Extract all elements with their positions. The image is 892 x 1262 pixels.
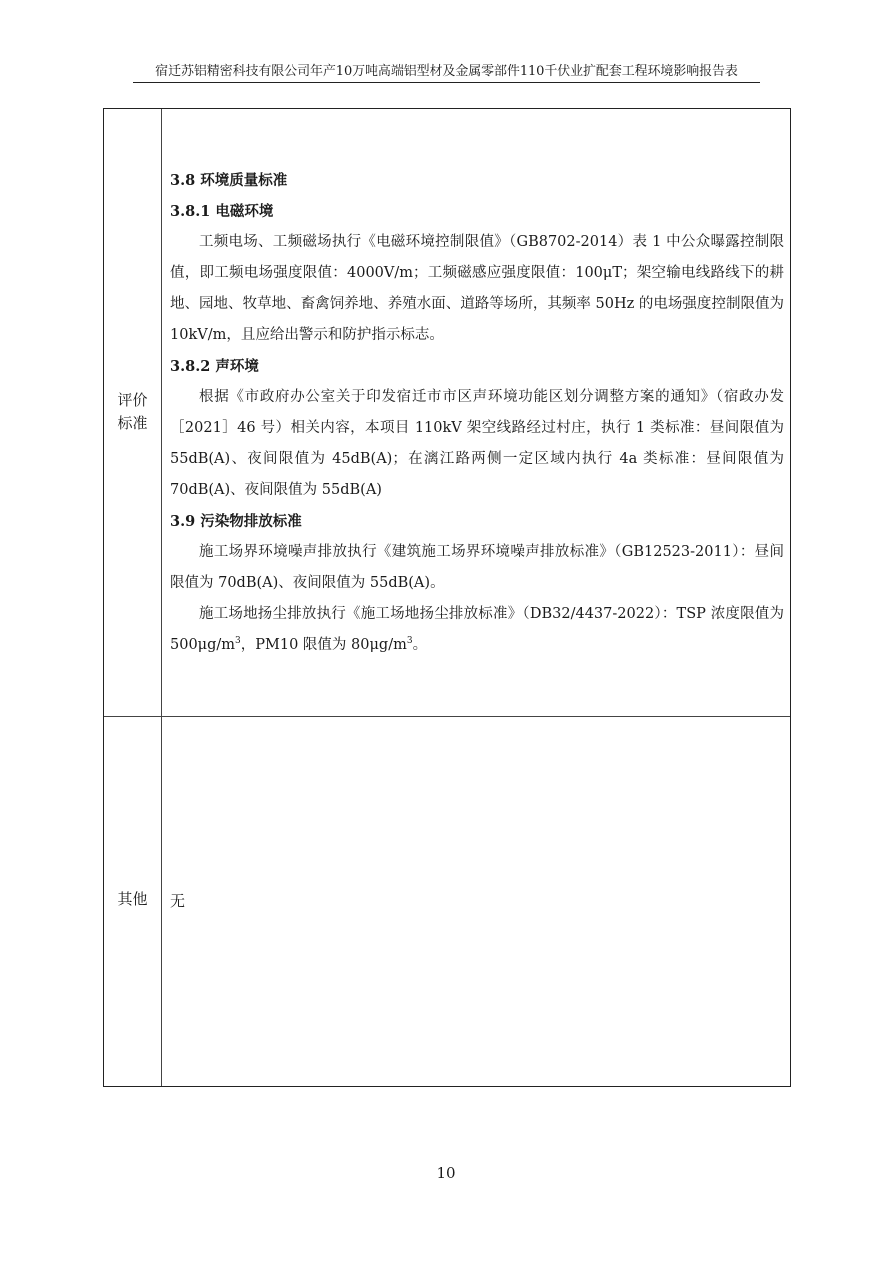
other-content: 无 — [170, 892, 186, 910]
row-label-other: 其他 — [117, 890, 148, 908]
column-divider — [161, 109, 162, 1086]
row-divider — [104, 716, 790, 717]
section-heading-3-8: 3.8 环境质量标准 — [170, 172, 288, 189]
paragraph-construction-dust — [170, 599, 784, 661]
row-label-evaluation-standards-text: 评价标准 — [117, 391, 148, 432]
dust-sup-1: 3 — [235, 636, 241, 647]
section-heading-3-8-1: 3.8.1 电磁环境 — [170, 203, 274, 220]
page-header: 宿迁苏铝精密科技有限公司年产10万吨高端铝型材及金属零部件110千伏业扩配套工程环境影响报告表 — [133, 62, 760, 83]
dust-sup-2: 3 — [406, 636, 413, 647]
standards-table — [103, 108, 791, 1087]
dust-text-b: ，PM10 限值为 80μg/m — [240, 637, 407, 653]
paragraph-construction-noise: 施工场界环境噪声排放执行《建筑施工场界环境噪声排放标准》（GB12523-2011）：昼间限值为 70dB(A)、夜间限值为 55dB(A)。 — [170, 544, 784, 591]
page-number: 10 — [436, 1164, 456, 1182]
dust-text-c: 。 — [412, 637, 428, 653]
section-heading-3-9: 3.9 污染物排放标准 — [170, 513, 302, 530]
section-heading-3-8-2: 3.8.2 声环境 — [170, 358, 259, 375]
row-label-evaluation-standards — [104, 389, 161, 435]
paragraph-electromagnetic: 工频电场、工频磁场执行《电磁环境控制限值》（GB8702-2014）表 1 中公众曝露控制限值，即工频电场强度限值：4000V/m；工频磁感应强度限值：100μT；架空输电线路线下的耕地、园地、牧草地、畜禽饲养地、养殖水面、道路等场所，其频率 50Hz 的电场强度控制限值为 10kV/m，且应给出警示和防护指示标志。 — [170, 234, 784, 343]
paragraph-acoustic: 根据《市政府办公室关于印发宿迁市市区声环境功能区划分调整方案的通知》（宿政办发［2021］46 号）相关内容，本项目 110kV 架空线路经过村庄，执行 1 类标准：昼间限值为 55dB(A)、夜间限值为 45dB(A)；在漓江路两侧一定区域内执行 4a 类标准：昼间限值为 70dB(A)、夜间限值为 55dB(A) — [170, 389, 784, 498]
dust-text-a: 施工场地扬尘排放执行《施工场地扬尘排放标准》（DB32/4437-2022）：TSP 浓度限值为 500μg/m — [170, 606, 784, 653]
evaluation-standards-content — [170, 165, 784, 661]
